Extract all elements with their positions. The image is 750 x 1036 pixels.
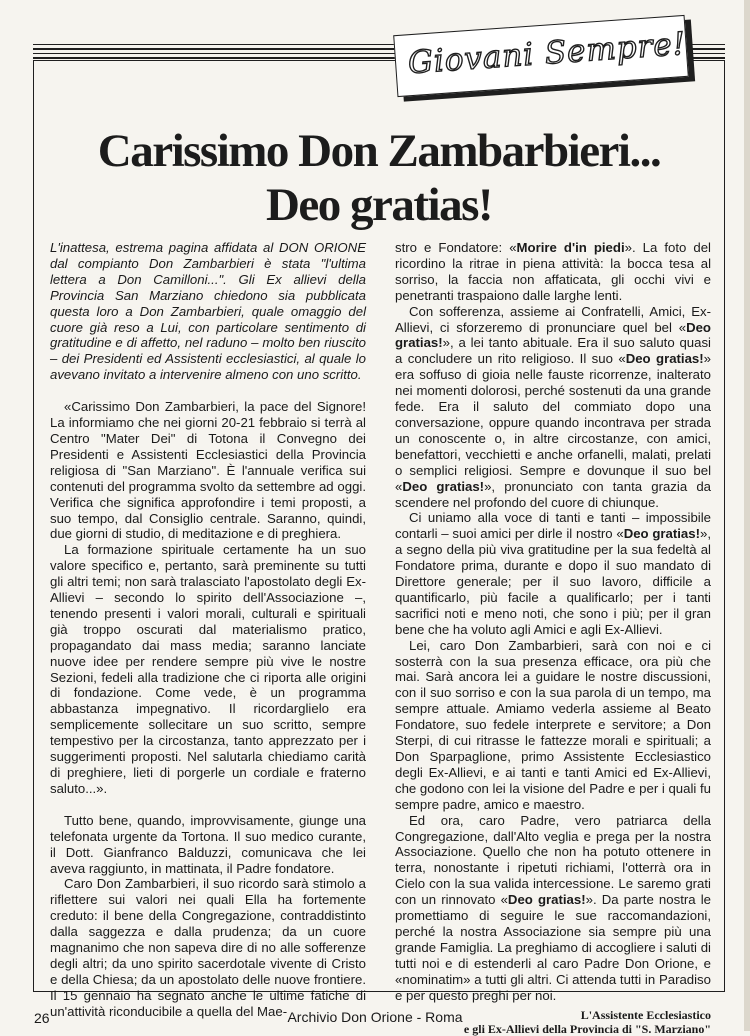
signature-line: e gli Ex-Allievi della Provincia di "S. Marziano" bbox=[463, 1021, 711, 1036]
body-paragraph: Lei, caro Don Zambarbieri, sarà con noi e ci sosterrà con la sua presenza efficace, ora più che mai. Sarà ancora lei a guidare le nostre discussioni, con il suo sorriso e con la sua parola di un tempo, ma sempre attuale. Amiamo vederla assieme al Beato Fondatore, suo fedele interprete e servitore; a Don Sterpi, di cui ritrasse le fattezze morali e spirituali; a Don Sparpaglione, primo Assistente Ecclesiastico degli Ex-Allievi, e ai tanti e tanti Amici ed Ex-Allievi, che godono con lei la visione del Padre e per i quali fu sempre padre, amico e maestro. bbox=[395, 637, 711, 812]
body-paragraph: La formazione spirituale certamente ha un suo valore specifico e, pertanto, sarà preminente su tutti gli altri temi; non sarà tralasciato l'apostolato degli Ex-Allievi – secondo lo spirito dell'Associazione –, tenendo presenti i valori morali, culturali e spirituali già troppo oscurati dal materialismo pratico, propagandato dai mass media; saranno lanciate nuove idee per rendere sempre più vive le nostre Sezioni, fedeli alla tradizione che ci riporta alle origini di fondazione. Come vede, è un programma abbastanza impegnativo. Il ricordarglielo era semplicemente sollecitare un suo scritto, sempre tempestivo per la circostanza, tanto apprezzato per i suggerimenti proposti. Nel salutarla chiediamo carità di preghiere, lieti di porgerle un cordiale e fraterno saluto...». bbox=[50, 542, 366, 796]
page-number: 26 bbox=[34, 1010, 50, 1026]
left-column bbox=[50, 240, 366, 1020]
article-title-line-1: Carissimo Don Zambarbieri... bbox=[97, 125, 661, 177]
body-paragraph: Ci uniamo alla voce di tanti e tanti – impossibile contarli – suoi amici per dirle il nostro «Deo gratias!», a segno della più viva gratitudine per la sua fedeltà al Fondatore prima, durante e dopo il suo mandato di Direttore generale; per il suo lavoro, difficile a quantificarlo, più facile a qualificarlo; per i tanti sacrifici noti e meno noti, che sono i più; per il gran bene che ha voluto agli Amici e agli Ex-Allievi. bbox=[395, 510, 711, 637]
body-paragraph: «Carissimo Don Zambarbieri, la pace del Signore! La informiamo che nei giorni 20-21 febbraio si terrà al Centro "Mater Dei" di Totona il Convegno dei Presidenti e Assistenti Ecclesiastici della Provincia religiosa di "San Marziano". È l'annuale verifica sui contenuti del programma svolto da settembre ad oggi. Verifica che significa approfondire i temi proposti, a suo tempo, dal Consiglio centrale. Saranno, quindi, due giorni di studio, di meditazione e di preghiera. bbox=[50, 399, 366, 542]
body-paragraph: stro e Fondatore: «Morire d'in piedi». La foto del ricordino la ritrae in piena attività: la bocca tesa al sorriso, la faccia non affaticata, gli occhi vivi e penetranti traspaiono dalle larghe lenti. bbox=[395, 240, 711, 303]
header-rule-lines-right bbox=[690, 44, 725, 62]
body-paragraph: Tutto bene, quando, improvvisamente, giunge una telefonata urgente da Tortona. Il suo medico curante, il Dott. Gianfranco Balduzzi, comunicava che lei aveva raggiunto, in mattinata, il Padre fondatore. bbox=[50, 812, 366, 876]
section-badge-text: Giovani Sempre! bbox=[406, 25, 688, 82]
body-paragraph: Con sofferenza, assieme ai Confratelli, Amici, Ex-Allievi, ci sforzeremo di pronunciare quel bel «Deo gratias!», a lei tanto abituale. Era il suo saluto quasi a concludere un rito religioso. Il suo «Deo gratias!» era soffuso di gioia nelle fauste ricorrenze, inalterato nei momenti dolorosi, perché sostenuti da una grande fede. Era il saluto del commiato dopo una conversazione, oppure quando incontrava per strada un conoscente o, in altre circostanze, con amici, benefattori, vecchietti e anche orfanelli, malati, prelati o semplici religiosi. Sempre e dovunque il suo bel «Deo gratias!», pronunciato con tanta grazia da scendere nel profondo del cuore di chiunque. bbox=[395, 303, 711, 510]
body-paragraph: Ed ora, caro Padre, vero patriarca della Congregazione, dall'Alto veglia e prega per la nostra Associazione. Quello che non ha potuto ottenere in terra, nonostante i ripetuti richiami, l'otterrà ora in Cielo con la sua valida intercessione. Le saremo grati con un rinnovato «Deo gratias!». Da parte nostra le promettiamo di seguire le sue raccomandazioni, perché la nostra Associazione sia sempre più una grande Famiglia. La preghiamo di accogliere i saluti di tutti noi e di estenderli al caro Padre Don Orione, e «nominatim» a tutti gli altri. Ci attenda tutti in Paradiso e per questo preghi per noi. bbox=[395, 812, 711, 1003]
header-rule-lines bbox=[33, 44, 403, 62]
intro-paragraph: L'inattesa, estrema pagina affidata al DON ORIONE dal compianto Don Zambarbieri è stata "l'ultima lettera a Don Camilloni...". Gli Ex allievi della Provincia San Marziano chiedono sia pubblicata questa loro a Don Zambarbieri, quale omaggio del cuore già reso a Lui, con particolare sentimento di gratitudine e di affetto, nel raduno – molto ben riuscito – dei Presidenti ed Assistenti ecclesiastici, al quale lo avevano invitato a intervenire almeno con uno scritto. bbox=[50, 240, 366, 383]
article-title-line-2: Deo gratias! bbox=[265, 179, 493, 231]
body-paragraph: Caro Don Zambarbieri, il suo ricordo sarà stimolo a riflettere sui valori nei quali Ella ha fortemente creduto: il bene della Congregazione, contraddistinto dalla saggezza e dalla prudenza; da un cuore magnanimo che non sapeva dire di no alle sofferenze degli altri; da uno spirito sacerdotale vivente di Cristo e della Chiesa; da un apostolato delle nuove frontiere. Il 15 gennaio ha segnato anche le ultime fatiche di un'attività riconducibile a quella del Mae- bbox=[50, 876, 366, 1019]
signature-line: L'Assistente Ecclesiastico bbox=[580, 1007, 711, 1022]
archive-caption: Archivio Don Orione - Roma bbox=[287, 1009, 463, 1025]
right-column bbox=[395, 240, 711, 1036]
page-spine-shadow bbox=[744, 0, 750, 1031]
